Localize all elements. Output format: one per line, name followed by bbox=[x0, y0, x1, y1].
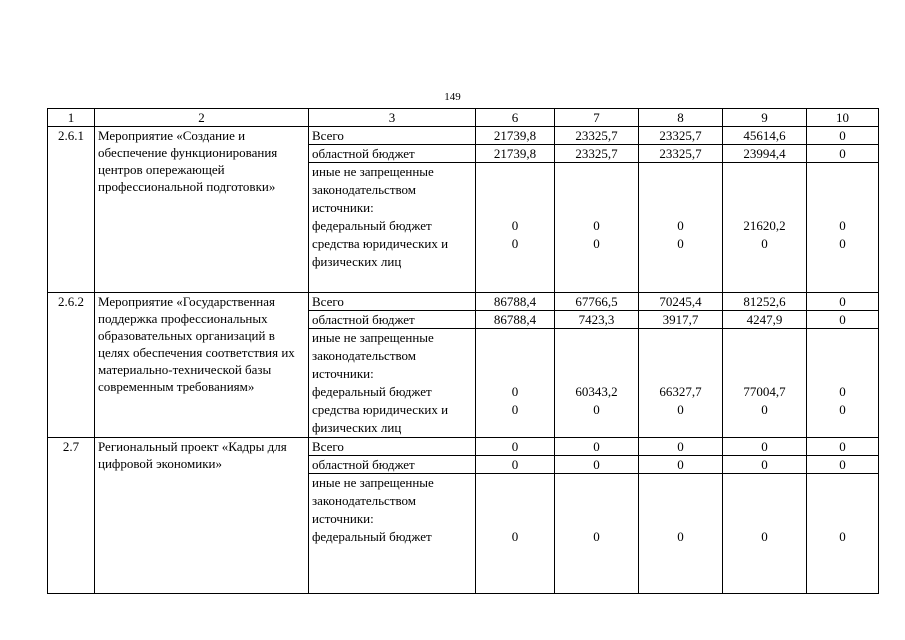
source-label: законодательством bbox=[312, 348, 417, 363]
source-label: иные не запрещенные bbox=[312, 164, 434, 179]
item-code: 2.6.2 bbox=[48, 293, 95, 438]
header-cell: 6 bbox=[476, 109, 555, 127]
source-label: Всего bbox=[309, 438, 476, 456]
value: 0 bbox=[761, 402, 768, 417]
value: 0 bbox=[511, 529, 519, 544]
value-cell: 21739,8 bbox=[476, 145, 555, 163]
value-cell: 4247,9 bbox=[723, 311, 807, 329]
value: 0 bbox=[511, 384, 519, 399]
table-row bbox=[48, 293, 879, 311]
value: 0 bbox=[511, 218, 519, 233]
source-label: федеральный бюджет bbox=[312, 218, 432, 233]
value-cell: 23325,7 bbox=[639, 127, 723, 145]
value-cell: 23325,7 bbox=[639, 145, 723, 163]
value-cell bbox=[723, 329, 807, 438]
header-row bbox=[48, 109, 879, 127]
value-cell: 23325,7 bbox=[555, 127, 639, 145]
value-cell bbox=[807, 329, 879, 438]
value-cell: 81252,6 bbox=[723, 293, 807, 311]
value: 0 bbox=[761, 236, 768, 251]
value: 0 bbox=[839, 236, 846, 251]
value: 0 bbox=[839, 218, 846, 233]
source-label: иные не запрещенные bbox=[312, 330, 434, 345]
item-name: Региональный проект «Кадры для цифровой экономики» bbox=[95, 438, 309, 594]
value-cell: 0 bbox=[639, 438, 723, 456]
value-cell: 67766,5 bbox=[555, 293, 639, 311]
value-cell: 0 bbox=[555, 438, 639, 456]
value-cell: 0 bbox=[807, 311, 879, 329]
value-cell bbox=[807, 163, 879, 293]
other-sources-cell bbox=[309, 474, 476, 594]
value-cell: 23325,7 bbox=[555, 145, 639, 163]
budget-table bbox=[47, 108, 879, 594]
value-cell: 3917,7 bbox=[639, 311, 723, 329]
source-label: областной бюджет bbox=[309, 145, 476, 163]
value-cell: 0 bbox=[639, 456, 723, 474]
value: 0 bbox=[839, 529, 846, 544]
source-label: областной бюджет bbox=[309, 311, 476, 329]
value-cell: 0 bbox=[476, 438, 555, 456]
value: 0 bbox=[761, 529, 768, 544]
value: 21620,2 bbox=[743, 218, 786, 233]
value-cell bbox=[476, 474, 555, 594]
value-cell: 86788,4 bbox=[476, 293, 555, 311]
header-cell: 3 bbox=[309, 109, 476, 127]
source-label: областной бюджет bbox=[309, 456, 476, 474]
value-cell bbox=[476, 163, 555, 293]
source-label: федеральный бюджет bbox=[312, 384, 432, 399]
value-cell: 0 bbox=[807, 293, 879, 311]
header-cell: 7 bbox=[555, 109, 639, 127]
value-cell: 0 bbox=[723, 438, 807, 456]
value: 66327,7 bbox=[659, 384, 702, 399]
item-code: 2.6.1 bbox=[48, 127, 95, 293]
table-row bbox=[48, 438, 879, 456]
value-cell bbox=[555, 163, 639, 293]
value-cell: 0 bbox=[723, 456, 807, 474]
other-sources-cell bbox=[309, 163, 476, 293]
source-label: физических лиц bbox=[312, 254, 402, 269]
item-code: 2.7 bbox=[48, 438, 95, 594]
source-label: средства юридических и bbox=[312, 402, 449, 417]
value-cell bbox=[639, 329, 723, 438]
page-number: 149 bbox=[444, 91, 461, 103]
item-name: Мероприятие «Создание и обеспечение функционирования центров опережающей профессиональной подготовки» bbox=[95, 127, 309, 293]
value: 0 bbox=[593, 218, 600, 233]
value-cell: 0 bbox=[476, 456, 555, 474]
value-cell bbox=[555, 329, 639, 438]
value-cell: 0 bbox=[555, 456, 639, 474]
value: 0 bbox=[593, 236, 600, 251]
value-cell: 23994,4 bbox=[723, 145, 807, 163]
header-cell: 1 bbox=[48, 109, 95, 127]
value-cell bbox=[639, 163, 723, 293]
header-cell: 8 bbox=[639, 109, 723, 127]
value-cell bbox=[555, 474, 639, 594]
source-label: физических лиц bbox=[312, 420, 402, 435]
other-sources-cell bbox=[309, 329, 476, 438]
value: 0 bbox=[677, 218, 684, 233]
value-cell: 0 bbox=[807, 127, 879, 145]
value-cell bbox=[476, 329, 555, 438]
value: 0 bbox=[839, 384, 846, 399]
value: 0 bbox=[511, 236, 519, 251]
value-cell: 7423,3 bbox=[555, 311, 639, 329]
header-cell: 2 bbox=[95, 109, 309, 127]
value-cell: 86788,4 bbox=[476, 311, 555, 329]
value-cell bbox=[639, 474, 723, 594]
header-cell: 9 bbox=[723, 109, 807, 127]
source-label: источники: bbox=[312, 200, 374, 215]
source-label: законодательством bbox=[312, 182, 417, 197]
value: 0 bbox=[839, 402, 846, 417]
table-row bbox=[48, 127, 879, 145]
value-cell: 45614,6 bbox=[723, 127, 807, 145]
value: 0 bbox=[677, 529, 684, 544]
value: 77004,7 bbox=[743, 384, 786, 399]
source-label: источники: bbox=[312, 511, 374, 526]
source-label: федеральный бюджет bbox=[312, 529, 432, 544]
value: 0 bbox=[677, 402, 684, 417]
value-cell: 70245,4 bbox=[639, 293, 723, 311]
value: 60343,2 bbox=[575, 384, 618, 399]
source-label: иные не запрещенные bbox=[312, 475, 434, 490]
value-cell: 0 bbox=[807, 456, 879, 474]
value: 0 bbox=[593, 402, 600, 417]
value: 0 bbox=[593, 529, 600, 544]
value-cell: 0 bbox=[807, 438, 879, 456]
value-cell: 21739,8 bbox=[476, 127, 555, 145]
item-name: Мероприятие «Государственная поддержка профессиональных образовательных организаций в целях обеспечения соответствия их материально-технической базы современным требованиям» bbox=[95, 293, 309, 438]
header-cell: 10 bbox=[807, 109, 879, 127]
source-label: Всего bbox=[309, 293, 476, 311]
source-label: средства юридических и bbox=[312, 236, 449, 251]
source-label: источники: bbox=[312, 366, 374, 381]
value-cell bbox=[807, 474, 879, 594]
source-label: Всего bbox=[309, 127, 476, 145]
value-cell bbox=[723, 163, 807, 293]
value: 0 bbox=[511, 402, 519, 417]
value-cell: 0 bbox=[807, 145, 879, 163]
source-label: законодательством bbox=[312, 493, 417, 508]
value: 0 bbox=[677, 236, 684, 251]
value-cell bbox=[723, 474, 807, 594]
